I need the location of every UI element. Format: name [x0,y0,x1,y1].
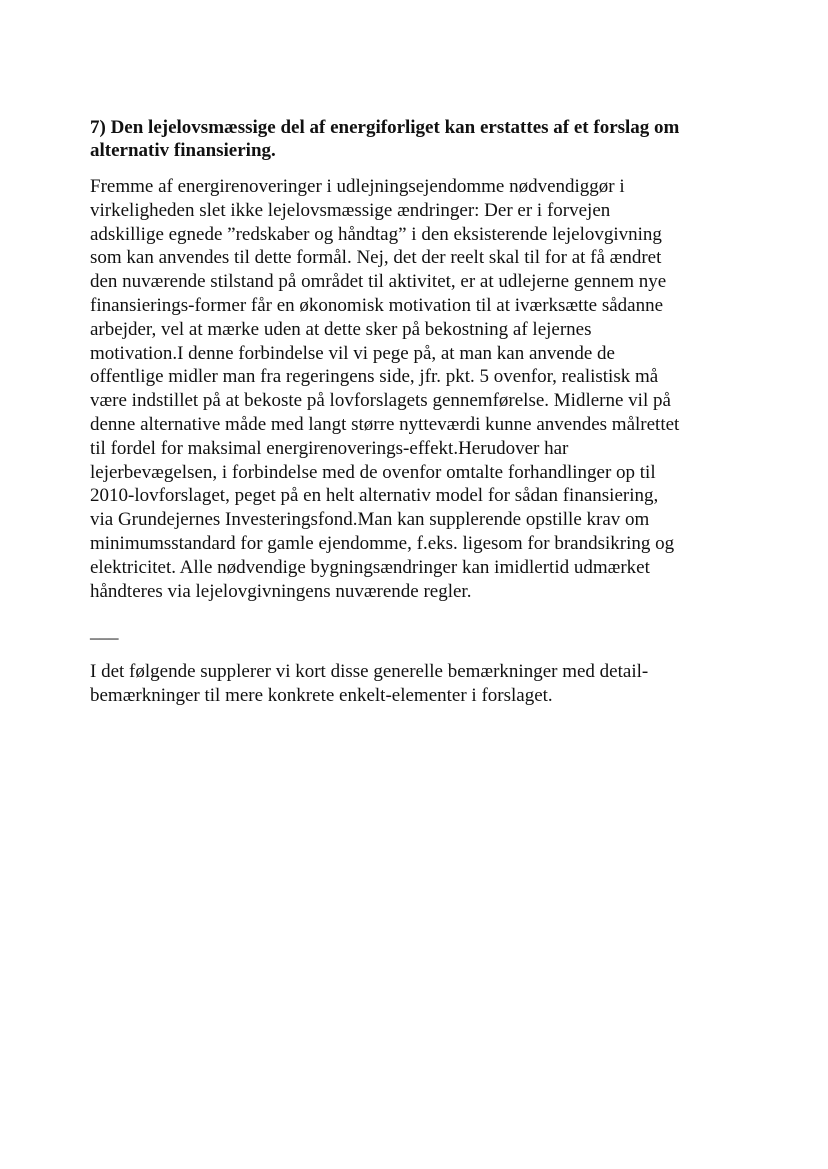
body-line: virkeligheden slet ikke lejelovsmæssige ændringer: Der er i forvejen [90,199,611,221]
body-line: 2010-lovforslaget, peget på en helt alternativ model for sådan finansiering, [90,485,659,507]
heading-line: 7) Den lejelovsmæssige del af energiforliget kan erstattes af et forslag om [90,117,680,138]
body-line: Fremme af energirenoveringer i udlejningsejendomme nødvendiggør i [90,176,625,197]
body-line: håndteres via lejelovgivningens nuværende regler. [90,580,472,602]
body-line: offentlige midler man fra regeringens side, jfr. pkt. 5 ovenfor, realistisk må [90,366,659,388]
section-heading [90,116,740,162]
body-paragraph [90,175,740,603]
body-line: finansierings-former får en økonomisk motivation til at iværksætte sådanne [90,294,664,316]
body-line: som kan anvendes til dette formål. Nej, det der reelt skal til for at få ændret [90,247,662,269]
body-line: denne alternative måde med langt større nytteværdi kunne anvendes målrettet [90,413,680,435]
closing-line: I det følgende supplerer vi kort disse generelle bemærkninger med detail- [90,661,649,683]
document-page [90,116,740,708]
body-line: lejerbevægelsen, i forbindelse med de ovenfor omtalte forhandlinger op til [90,461,656,483]
closing-line: bemærkninger til mere konkrete enkelt-elementer i forslaget. [90,685,553,707]
heading-line: alternativ finansiering. [90,140,276,161]
separator-rule: ___ [90,621,119,643]
body-line: minimumsstandard for gamle ejendomme, f.eks. ligesom for brandsikring og [90,532,675,554]
body-line: motivation.I denne forbindelse vil vi pege på, at man kan anvende de [90,342,615,364]
body-line: den nuværende stilstand på området til aktivitet, er at udlejerne gennem nye [90,271,667,293]
body-line: via Grundejernes Investeringsfond.Man kan supplerende opstille krav om [90,509,650,531]
body-line: adskillige egnede ”redskaber og håndtag” i den eksisterende lejelovgivning [90,223,662,245]
body-line: være indstillet på at bekoste på lovforslagets gennemførelse. Midlerne vil på [90,390,671,412]
body-line: arbejder, vel at mærke uden at dette sker på bekostning af lejernes [90,318,592,340]
body-line: elektricitet. Alle nødvendige bygningsændringer kan imidlertid udmærket [90,556,650,578]
body-line: til fordel for maksimal energirenoverings-effekt.Herudover har [90,437,569,459]
closing-paragraph [90,660,740,708]
